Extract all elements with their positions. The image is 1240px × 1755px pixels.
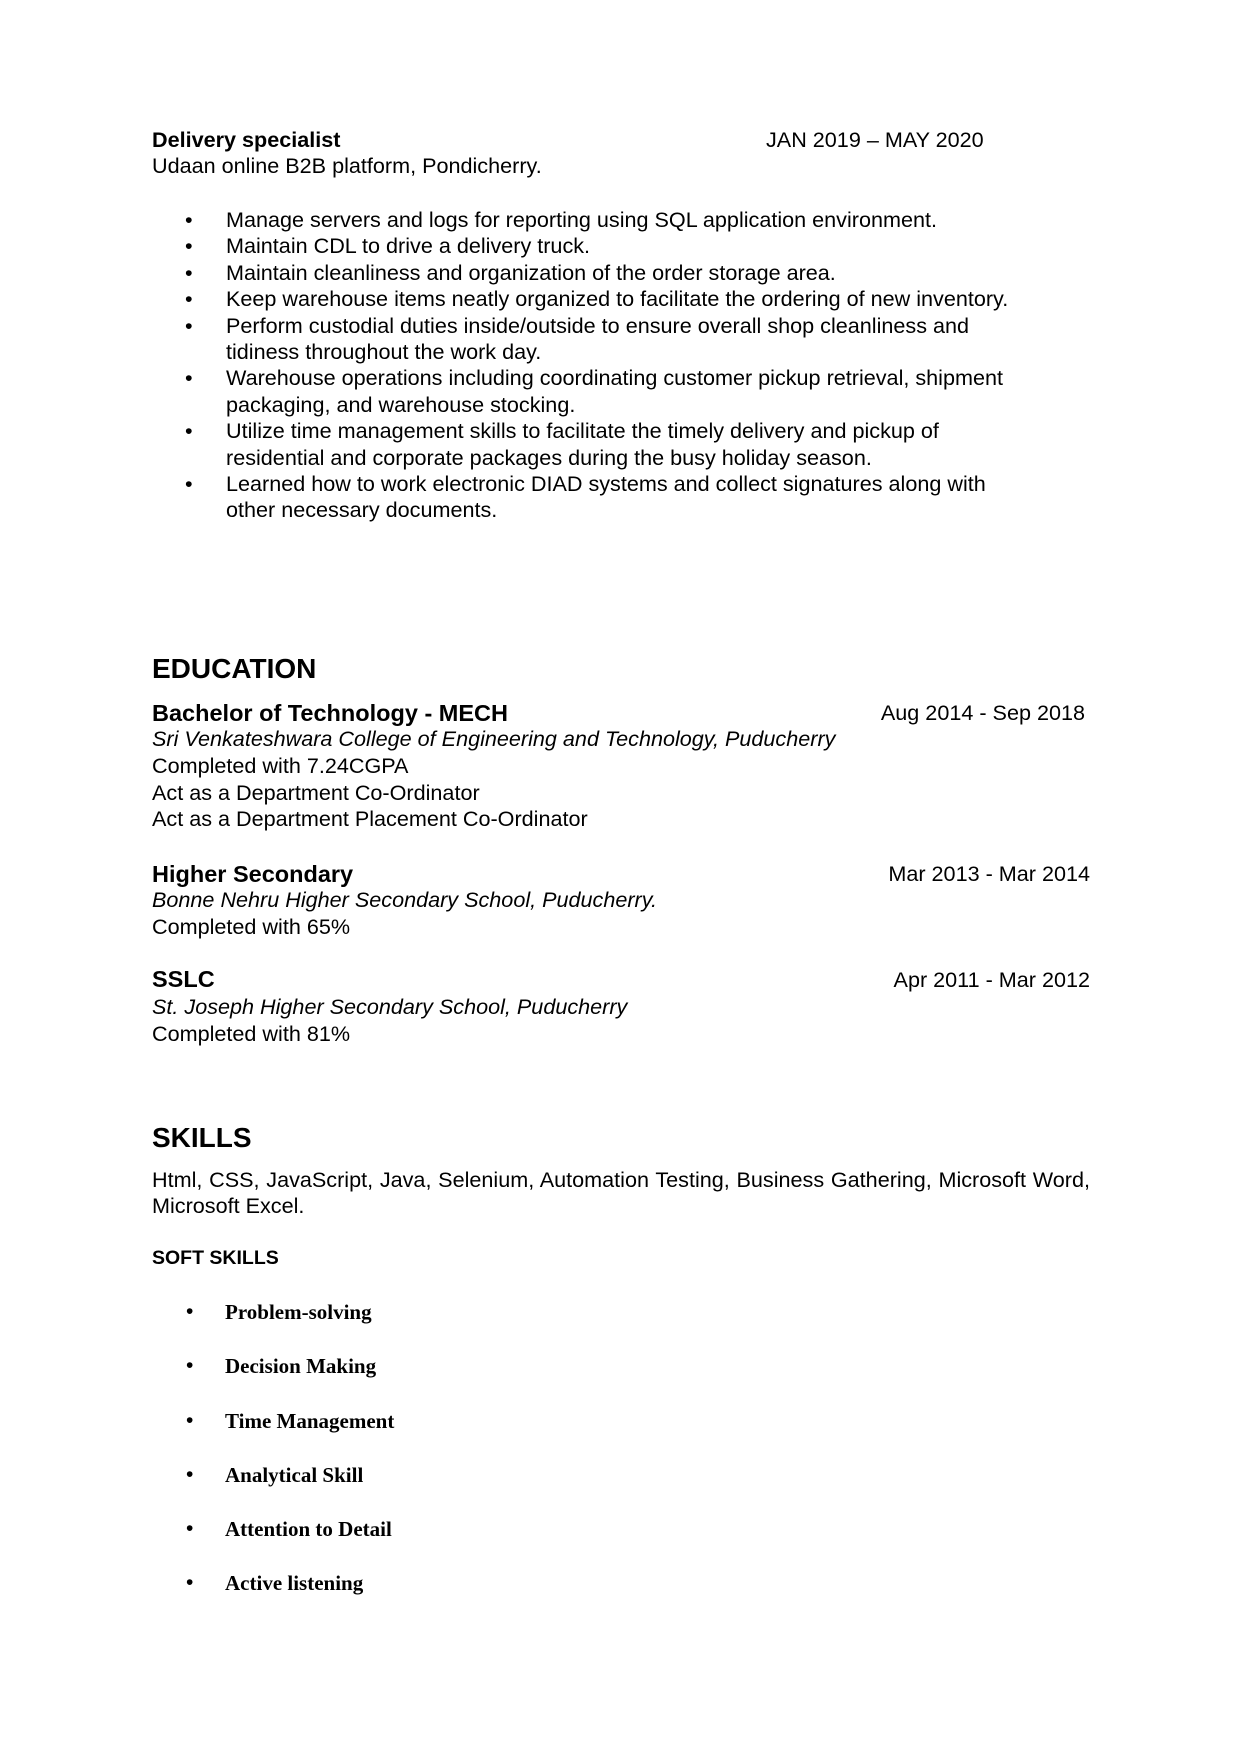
soft-skills-heading: SOFT SKILLS (152, 1247, 279, 1269)
list-item-text: Utilize time management skills to facilitate the timely delivery and pickup of residential and corporate packages during the busy holiday season. (226, 418, 939, 470)
soft-skills-list (152, 1299, 394, 1625)
job-company: Udaan online B2B platform, Pondicherry. (152, 153, 542, 178)
list-item (152, 1408, 394, 1462)
education-degree: Higher Secondary (152, 861, 354, 887)
education-dates: Mar 2013 - Mar 2014 (888, 861, 1090, 886)
technical-skills: Html, CSS, JavaScript, Java, Selenium, Automation Testing, Business Gathering, Microsoft Word, Microsoft Excel. (152, 1167, 1090, 1219)
list-item-text: Warehouse operations including coordinating customer pickup retrieval, shipment packaging, and warehouse stocking. (226, 365, 1003, 417)
list-item-text: Learned how to work electronic DIAD systems and collect signatures along with other necessary documents. (226, 471, 986, 523)
list-item (152, 207, 1102, 233)
list-item (152, 1516, 394, 1570)
bullet-icon: • (185, 207, 193, 232)
education-detail: Completed with 81% (152, 1021, 351, 1046)
list-item-text: Analytical Skill (225, 1462, 364, 1487)
list-item-text: Maintain CDL to drive a delivery truck. (226, 233, 591, 259)
education-detail: Completed with 7.24CGPA (152, 753, 409, 778)
education-degree: SSLC (152, 966, 215, 992)
list-item (152, 365, 1016, 418)
education-institution: Bonne Nehru Higher Secondary School, Puducherry. (152, 887, 657, 912)
list-item (152, 313, 986, 366)
list-item (152, 418, 986, 471)
list-item-text: Active listening (225, 1571, 364, 1596)
list-item-text: Perform custodial duties inside/outside to ensure overall shop cleanliness and tidiness throughout the work day. (226, 312, 970, 365)
education-institution: St. Joseph Higher Secondary School, Puducherry (152, 994, 628, 1019)
list-item-text: Decision Making (225, 1354, 377, 1379)
education-dates: Aug 2014 - Sep 2018 (880, 700, 1085, 725)
list-item-text: Keep warehouse items neatly organized to facilitate the ordering of new inventory. (226, 286, 1009, 312)
bullet-icon: • (186, 1462, 194, 1486)
bullet-icon: • (185, 286, 193, 312)
bullet-icon: • (186, 1354, 194, 1378)
list-item (152, 233, 1102, 259)
education-degree: Bachelor of Technology - MECH (152, 700, 508, 726)
list-item (152, 260, 1102, 286)
bullet-icon: • (186, 1300, 194, 1323)
bullet-icon: • (185, 312, 193, 338)
skills-heading: SKILLS (152, 1122, 252, 1153)
education-detail: Act as a Department Co-Ordinator (152, 780, 480, 805)
list-item-text: Time Management (225, 1408, 395, 1433)
list-item-text: Maintain cleanliness and organization of the order storage area. (226, 259, 836, 285)
list-item (152, 1353, 394, 1407)
list-item-text: Manage servers and logs for reporting using SQL application environment. (226, 207, 937, 232)
education-dates: Apr 2011 - Mar 2012 (893, 967, 1090, 992)
education-institution: Sri Venkateshwara College of Engineering and Technology, Puducherry (152, 726, 836, 751)
list-item (152, 1299, 394, 1353)
job-dates: JAN 2019 – MAY 2020 (766, 127, 984, 152)
education-detail: Act as a Department Placement Co-Ordinator (152, 806, 588, 831)
bullet-icon: • (185, 259, 193, 285)
job-responsibilities-list (152, 207, 1102, 524)
list-item-text: Attention to Detail (225, 1517, 392, 1542)
list-item (152, 286, 1102, 312)
bullet-icon: • (186, 1571, 194, 1595)
list-item-text: Problem-solving (225, 1300, 372, 1324)
list-item (152, 1570, 394, 1624)
bullet-icon: • (186, 1517, 194, 1541)
bullet-icon: • (185, 233, 193, 259)
job-title: Delivery specialist (152, 127, 341, 152)
list-item (152, 471, 1006, 524)
bullet-icon: • (186, 1408, 194, 1432)
education-heading: EDUCATION (152, 653, 317, 684)
bullet-icon: • (185, 365, 193, 391)
list-item (152, 1462, 394, 1516)
bullet-icon: • (185, 418, 193, 444)
bullet-icon: • (185, 471, 193, 497)
education-detail: Completed with 65% (152, 914, 351, 939)
